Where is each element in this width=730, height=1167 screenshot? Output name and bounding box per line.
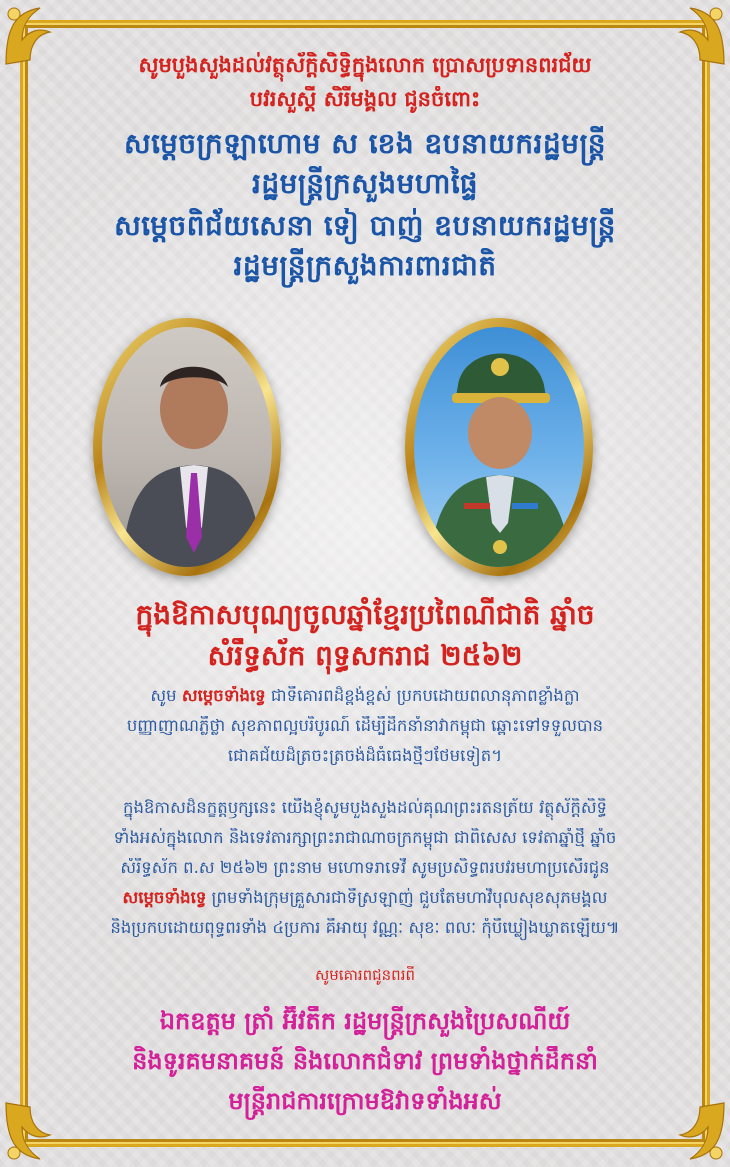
paragraph2-line-3: សំរឹទ្ធស័ក ព.ស ២៥៦២ ព្រះនាម មហោទរាទេវី សូមប្រសិទ្ធពរបវរមហាប្រសើរជូន — [120, 858, 610, 877]
header-line-2: បវរសួស្តី សិរីមង្គល ជូនចំពោះ — [249, 87, 481, 111]
person-silhouette-icon — [102, 327, 272, 567]
portrait-frame-left — [93, 318, 281, 576]
occasion-line-2: សំរឹទ្ធស័ក ពុទ្ធសករាជ ២៥៦២ — [207, 639, 523, 672]
portrait-photo-left — [102, 327, 272, 567]
portrait-frame-right — [405, 318, 593, 576]
paragraph2-line-5: និងប្រកបដោយពុទ្ធពរទាំង ៤ប្រការ គឺអាយុ វណ្ណៈ សុខៈ ពលៈ កុំបីឃ្លៀងឃ្លាតឡើយ៕ — [110, 918, 620, 937]
paragraph1-highlight: សម្តេចទាំងទ្វេ — [181, 686, 266, 705]
paragraph1-suffix: ជាទីគោរពដ៏ខ្ពង់ខ្ពស់ ប្រកបដោយពលានុភាពខ្លាំងក្លា — [265, 686, 580, 705]
paragraph1-prefix: សូម — [150, 686, 182, 705]
footer-line-2: និងទូរគមនាគមន៍ និងលោកជំទាវ ព្រមទាំងថ្នាក់ដឹកនាំ — [132, 1047, 598, 1075]
header-line-1: សូមបួងសួងដល់វត្ថុស័ក្តិសិទ្ធិក្នុងលោក ប្រោសប្រទានពរជ័យ — [138, 53, 592, 77]
respect-line: សូមគោរពជូនពរពី — [315, 966, 415, 984]
honoree-title-2: រដ្ឋមន្ត្រីក្រសួងការពារជាតិ — [233, 249, 497, 282]
paragraph2-line-1: ក្នុងឱកាសដ៏នក្ខត្តឫក្សនេះ យើងខ្ញុំសូមបួងសួងដល់គុណព្រះរតនត្រ័យ វត្ថុស័ក្តិសិទ្ធិ — [122, 798, 608, 817]
paragraph2-line-2: ទាំងអស់ក្នុងលោក និងទេវតារក្សាព្រះរាជាណាចក្រកម្ពុជា ជាពិសេស ទេវតាឆ្នាំថ្មី ឆ្នាំច — [113, 828, 617, 847]
footer-line-1: ឯកឧត្តម ត្រាំ អ៊ីវតឹក រដ្ឋមន្ត្រីក្រសួងប្រៃសណីយ៍ — [159, 1007, 571, 1035]
paragraph2-suffix: ព្រមទាំងក្រុមគ្រួសារជាទីស្រឡាញ់ ជួបតែមហាវិបុលសុខសុភមង្គល — [206, 888, 608, 907]
paragraph1-line-1 — [40, 686, 690, 710]
paragraph1-line-2: បញ្ញាញាណភ្លឺថ្លា សុខភាពល្អបរិបូរណ៍ ដើម្បីដឹកនាំនាវាកម្ពុជា ឆ្ពោះទៅទទួលបាន — [126, 716, 604, 735]
honoree-name-2: សម្តេចពិជ័យសេនា ទៀ បាញ់ ឧបនាយករដ្ឋមន្ត្រី — [114, 209, 616, 242]
paragraph2-highlight: សម្តេចទាំងទ្វេ — [122, 888, 207, 907]
honoree-title-1: រដ្ឋមន្ត្រីក្រសួងមហាផ្ទៃ — [251, 167, 479, 200]
paragraph1-line-3: ជោគជ័យដ៏ត្រចះត្រចង់ដ៏ធំធេងថ្មីៗថែមទៀត។ — [227, 746, 503, 765]
paragraph2-line-4 — [40, 888, 690, 912]
person-silhouette-icon — [414, 327, 584, 567]
footer-line-3: មន្ត្រីរាជការក្រោមឱវាទទាំងអស់ — [228, 1087, 502, 1115]
portrait-photo-right — [414, 327, 584, 567]
honoree-name-1: សម្តេចក្រឡាហោម ស ខេង ឧបនាយករដ្ឋមន្ត្រី — [123, 127, 607, 160]
occasion-line-1: ក្នុងឱកាសបុណ្យចូលឆ្នាំខ្មែរប្រពៃណីជាតិ ឆ្នាំច — [135, 598, 595, 631]
